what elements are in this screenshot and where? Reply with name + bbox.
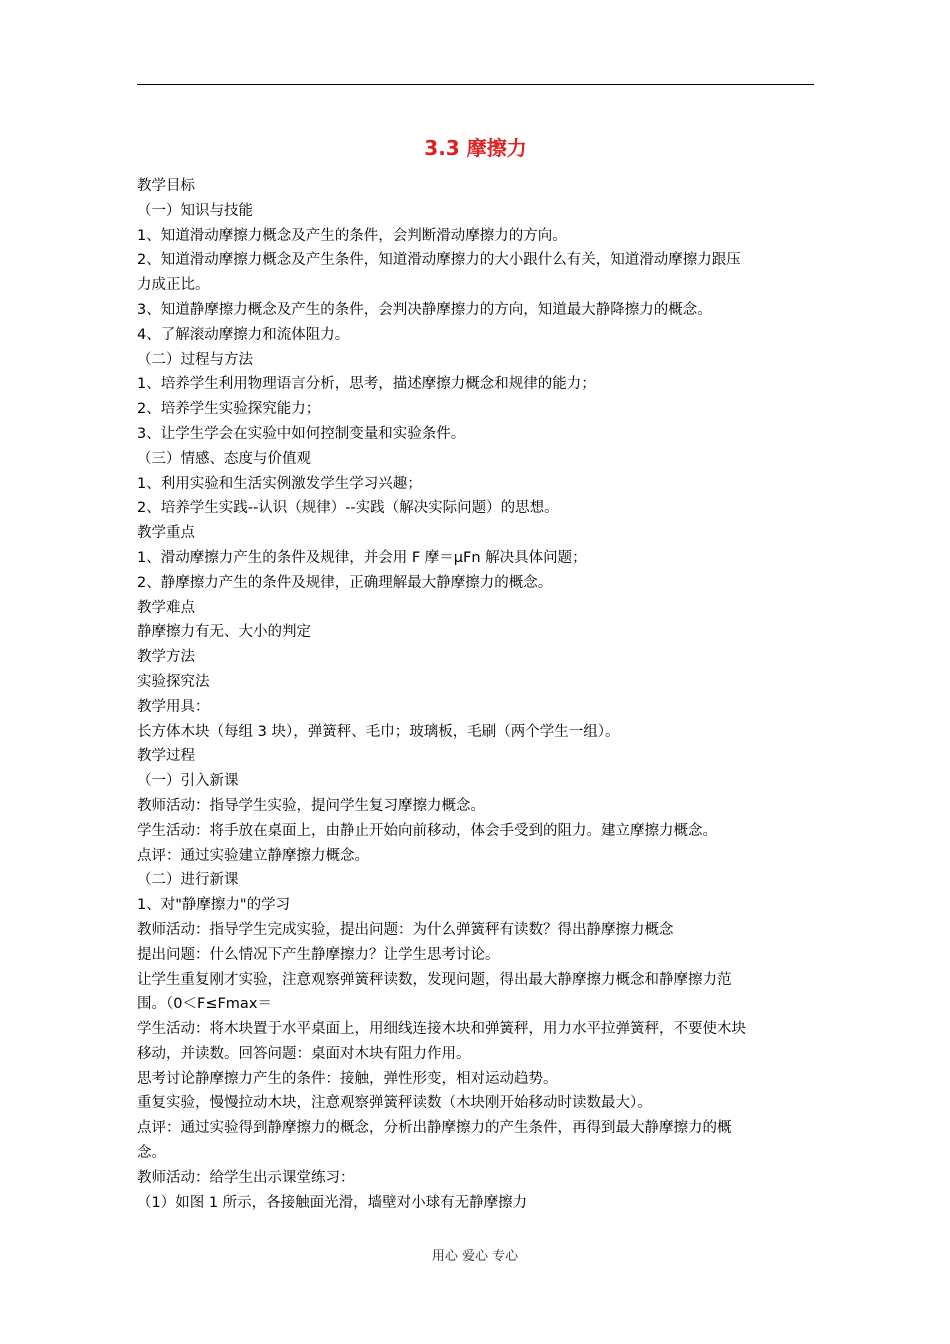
document-title: 3.3 摩擦力 bbox=[424, 136, 527, 160]
document-body bbox=[137, 174, 817, 1215]
text-line: 1、知道滑动摩擦力概念及产生的条件，会判断滑动摩擦力的方向。 bbox=[137, 227, 567, 244]
text-line: 力成正比。 bbox=[137, 277, 210, 294]
text-line: 教学过程 bbox=[137, 748, 195, 765]
text-line: （1）如图 1 所示，各接触面光滑，墙壁对小球有无静摩擦力 bbox=[137, 1194, 528, 1211]
text-line: 静摩擦力有无、大小的判定 bbox=[137, 624, 311, 641]
text-line: 1、滑动摩擦力产生的条件及规律，并会用 F 摩＝μFn 解决具体问题； bbox=[137, 549, 587, 566]
text-line: 教学方法 bbox=[137, 649, 195, 666]
text-line: 教学重点 bbox=[137, 525, 195, 542]
text-line: 围。（0＜F≤Fmax＝ bbox=[137, 996, 272, 1013]
header-rule bbox=[137, 84, 814, 85]
text-line: 移动，并读数。回答问题：桌面对木块有阻力作用。 bbox=[137, 1045, 471, 1062]
text-line: 1、利用实验和生活实例激发学生学习兴趣； bbox=[137, 475, 422, 492]
text-line: 教学难点 bbox=[137, 599, 195, 616]
text-line: 点评：通过实验得到静摩擦力的概念，分析出静摩擦力的产生条件，再得到最大静摩擦力的概 bbox=[137, 1120, 732, 1137]
text-line: 思考讨论静摩擦力产生的条件：接触，弹性形变，相对运动趋势。 bbox=[137, 1070, 558, 1087]
text-line: 教师活动：指导学生实验，提问学生复习摩擦力概念。 bbox=[137, 797, 485, 814]
text-line: 重复实验，慢慢拉动木块，注意观察弹簧秤读数（木块刚开始移动时读数最大）。 bbox=[137, 1095, 652, 1112]
text-line: 教师活动：指导学生完成实验，提出问题：为什么弹簧秤有读数？得出静摩擦力概念 bbox=[137, 921, 674, 938]
text-line: 3、知道静摩擦力概念及产生的条件，会判决静摩擦力的方向，知道最大静降擦力的概念。 bbox=[137, 301, 712, 318]
text-line: 1、培养学生利用物理语言分析，思考，描述摩擦力概念和规律的能力； bbox=[137, 376, 596, 393]
text-line: 教师活动：给学生出示课堂练习： bbox=[137, 1169, 355, 1186]
text-line: 2、知道滑动摩擦力概念及产生条件，知道滑动摩擦力的大小跟什么有关，知道滑动摩擦力跟压 bbox=[137, 252, 741, 269]
text-line: 学生活动：将手放在桌面上，由静止开始向前移动，体会手受到的阻力。建立摩擦力概念。 bbox=[137, 822, 717, 839]
text-line: 教学用具： bbox=[137, 698, 210, 715]
text-line: 点评：通过实验建立静摩擦力概念。 bbox=[137, 847, 369, 864]
text-line: 学生活动：将木块置于水平桌面上，用细线连接木块和弹簧秤，用力水平拉弹簧秤，不要使木块 bbox=[137, 1021, 746, 1038]
text-line: 3、让学生学会在实验中如何控制变量和实验条件。 bbox=[137, 425, 466, 442]
text-line: （一）引入新课 bbox=[137, 773, 239, 790]
text-line: 2、培养学生实验探究能力； bbox=[137, 401, 321, 418]
text-line: 4、了解滚动摩擦力和流体阻力。 bbox=[137, 326, 350, 343]
text-line: （二）进行新课 bbox=[137, 872, 239, 889]
text-line: 1、对"静摩擦力"的学习 bbox=[137, 897, 291, 914]
text-line: 让学生重复刚才实验，注意观察弹簧秤读数，发现问题，得出最大静摩擦力概念和静摩擦力范 bbox=[137, 971, 732, 988]
page-footer: 用心 爱心 专心 bbox=[431, 1249, 519, 1264]
text-line: 念。 bbox=[137, 1145, 166, 1162]
text-line: 2、培养学生实践--认识（规律）--实践（解决实际问题）的思想。 bbox=[137, 500, 559, 517]
text-line: （二）过程与方法 bbox=[137, 351, 253, 368]
text-line: 提出问题：什么情况下产生静摩擦力？让学生思考讨论。 bbox=[137, 946, 500, 963]
text-line: 实验探究法 bbox=[137, 673, 210, 690]
text-line: 教学目标 bbox=[137, 178, 195, 194]
text-line: 2、静摩擦力产生的条件及规律，正确理解最大静摩擦力的概念。 bbox=[137, 574, 553, 591]
text-line: （三）情感、态度与价值观 bbox=[137, 450, 311, 467]
text-line: 长方体木块（每组 3 块），弹簧秤、毛巾；玻璃板，毛刷（两个学生一组）。 bbox=[137, 723, 620, 740]
text-line: （一）知识与技能 bbox=[137, 202, 253, 219]
